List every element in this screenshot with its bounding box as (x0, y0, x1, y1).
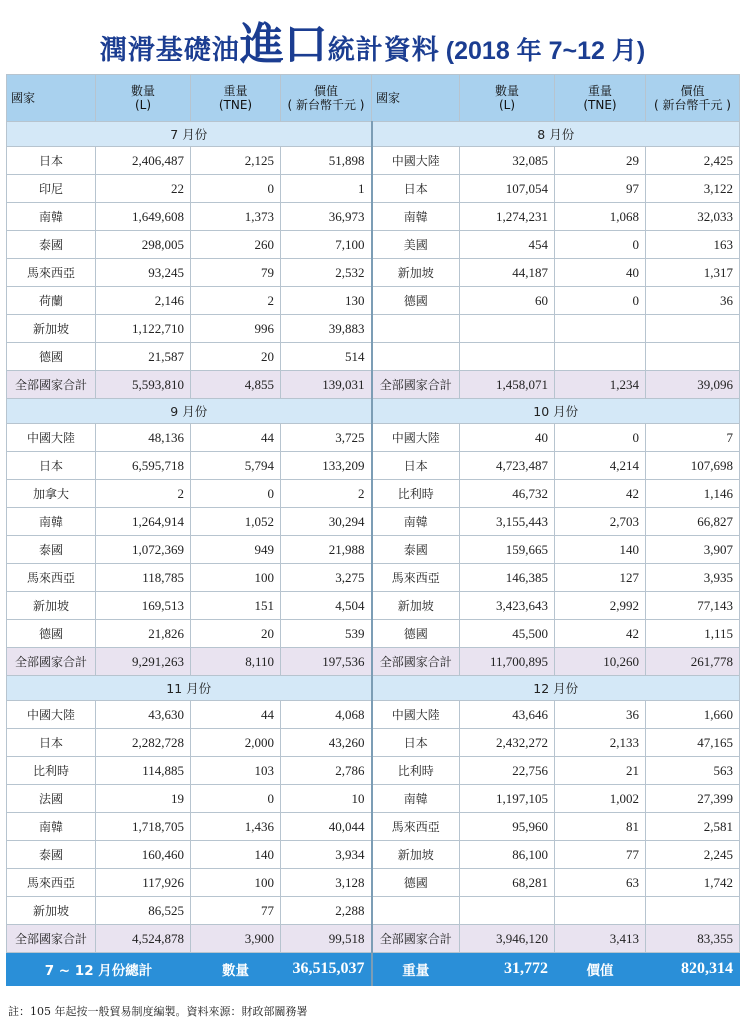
header-weight: 重量 (TNE) (191, 75, 281, 122)
total-value: 197,536 (281, 648, 372, 676)
cell-weight: 44 (191, 424, 281, 452)
cell-weight: 44 (191, 701, 281, 729)
cell-country: 德國 (372, 620, 460, 648)
page-title (0, 8, 745, 72)
cell-qty: 22 (96, 175, 191, 203)
table-row (7, 343, 740, 371)
cell-country: 日本 (372, 175, 460, 203)
cell-value: 32,033 (646, 203, 740, 231)
table-row (7, 315, 740, 343)
cell-qty: 43,630 (96, 701, 191, 729)
cell-country: 南韓 (372, 203, 460, 231)
cell-weight: 2 (191, 287, 281, 315)
cell-country: 比利時 (372, 757, 460, 785)
table-body (7, 122, 740, 953)
cell-weight: 2,125 (191, 147, 281, 175)
cell-value: 2,425 (646, 147, 740, 175)
cell-qty: 117,926 (96, 869, 191, 897)
table-row (7, 869, 740, 897)
table-row (7, 841, 740, 869)
cell-country: 新加坡 (7, 315, 96, 343)
cell-weight: 40 (555, 259, 646, 287)
cell-qty: 86,525 (96, 897, 191, 925)
cell-qty: 1,197,105 (460, 785, 555, 813)
cell-value: 27,399 (646, 785, 740, 813)
cell-value: 1,317 (646, 259, 740, 287)
cell-qty: 43,646 (460, 701, 555, 729)
cell-value: 107,698 (646, 452, 740, 480)
cell-country: 日本 (372, 729, 460, 757)
month-header-row (7, 676, 740, 701)
cell-qty: 60 (460, 287, 555, 315)
table-row (7, 897, 740, 925)
header-value: 價值 ( 新台幣千元 ) (646, 75, 740, 122)
total-qty: 9,291,263 (96, 648, 191, 676)
cell-value: 3,128 (281, 869, 372, 897)
table-row (7, 508, 740, 536)
cell-qty: 3,423,643 (460, 592, 555, 620)
cell-country: 馬來西亞 (7, 869, 96, 897)
cell-weight: 77 (555, 841, 646, 869)
cell-weight: 996 (191, 315, 281, 343)
cell-weight: 2,992 (555, 592, 646, 620)
table-row (7, 620, 740, 648)
header-country: 國家 (7, 75, 96, 122)
cell-value: 39,883 (281, 315, 372, 343)
table-row (7, 564, 740, 592)
cell-value: 47,165 (646, 729, 740, 757)
cell-value: 514 (281, 343, 372, 371)
cell-qty: 44,187 (460, 259, 555, 287)
cell-country: 新加坡 (372, 259, 460, 287)
cell-qty: 45,500 (460, 620, 555, 648)
month-label: 10 月份 (372, 399, 740, 424)
cell-weight: 140 (555, 536, 646, 564)
cell-weight: 1,002 (555, 785, 646, 813)
cell-weight: 0 (191, 480, 281, 508)
cell-weight: 29 (555, 147, 646, 175)
cell-country: 新加坡 (7, 592, 96, 620)
cell-country: 德國 (7, 343, 96, 371)
cell-qty: 40 (460, 424, 555, 452)
table-row (7, 231, 740, 259)
month-label: 7 月份 (7, 122, 372, 147)
total-weight: 3,900 (191, 925, 281, 953)
cell-weight: 100 (191, 869, 281, 897)
grand-total-value-value: 820,314 (646, 953, 740, 986)
cell-weight (555, 897, 646, 925)
month-label: 11 月份 (7, 676, 372, 701)
cell-value: 66,827 (646, 508, 740, 536)
cell-qty: 160,460 (96, 841, 191, 869)
total-weight: 1,234 (555, 371, 646, 399)
cell-value: 2,581 (646, 813, 740, 841)
cell-value: 30,294 (281, 508, 372, 536)
cell-value: 7 (646, 424, 740, 452)
table-row (7, 203, 740, 231)
cell-value: 3,934 (281, 841, 372, 869)
table-row (7, 701, 740, 729)
cell-qty: 19 (96, 785, 191, 813)
cell-value: 51,898 (281, 147, 372, 175)
cell-value: 1,146 (646, 480, 740, 508)
cell-value: 21,988 (281, 536, 372, 564)
cell-country: 馬來西亞 (372, 813, 460, 841)
cell-qty: 1,649,608 (96, 203, 191, 231)
cell-country: 中國大陸 (7, 701, 96, 729)
cell-country: 南韓 (372, 508, 460, 536)
total-country: 全部國家合計 (372, 925, 460, 953)
month-label: 8 月份 (372, 122, 740, 147)
cell-value (646, 897, 740, 925)
cell-qty: 3,155,443 (460, 508, 555, 536)
grand-total-qty-value: 36,515,037 (281, 953, 372, 986)
title-date-range: (2018 年 7~12 月) (445, 37, 646, 65)
cell-value: 36 (646, 287, 740, 315)
total-row (7, 648, 740, 676)
cell-weight: 151 (191, 592, 281, 620)
total-qty: 3,946,120 (460, 925, 555, 953)
total-row (7, 925, 740, 953)
cell-country: 泰國 (7, 231, 96, 259)
cell-qty: 1,274,231 (460, 203, 555, 231)
cell-weight: 1,436 (191, 813, 281, 841)
cell-value: 3,725 (281, 424, 372, 452)
cell-country: 泰國 (372, 536, 460, 564)
cell-weight: 36 (555, 701, 646, 729)
header-country: 國家 (372, 75, 460, 122)
cell-value: 7,100 (281, 231, 372, 259)
cell-weight: 2,703 (555, 508, 646, 536)
cell-value: 2 (281, 480, 372, 508)
month-header-row (7, 122, 740, 147)
grand-total-weight-label: 重量 (372, 953, 460, 986)
grand-total-label: 7 ~ 12 月份總計 (7, 953, 191, 986)
cell-weight: 2,000 (191, 729, 281, 757)
cell-qty: 2,406,487 (96, 147, 191, 175)
cell-weight: 63 (555, 869, 646, 897)
total-qty: 5,593,810 (96, 371, 191, 399)
cell-value: 133,209 (281, 452, 372, 480)
cell-qty: 2,432,272 (460, 729, 555, 757)
cell-country: 泰國 (7, 841, 96, 869)
cell-weight: 77 (191, 897, 281, 925)
cell-value (646, 315, 740, 343)
cell-qty: 1,072,369 (96, 536, 191, 564)
cell-qty: 48,136 (96, 424, 191, 452)
cell-weight: 2,133 (555, 729, 646, 757)
grand-total-qty-label: 數量 (191, 953, 281, 986)
cell-qty: 2 (96, 480, 191, 508)
cell-qty: 169,513 (96, 592, 191, 620)
cell-country: 德國 (7, 620, 96, 648)
total-value: 139,031 (281, 371, 372, 399)
cell-weight: 42 (555, 620, 646, 648)
cell-weight: 103 (191, 757, 281, 785)
cell-qty: 298,005 (96, 231, 191, 259)
cell-weight: 127 (555, 564, 646, 592)
cell-qty: 1,718,705 (96, 813, 191, 841)
cell-weight: 949 (191, 536, 281, 564)
table-row (7, 757, 740, 785)
cell-qty: 68,281 (460, 869, 555, 897)
table-row (7, 813, 740, 841)
cell-country: 南韓 (7, 203, 96, 231)
cell-qty: 86,100 (460, 841, 555, 869)
cell-qty: 159,665 (460, 536, 555, 564)
cell-weight: 0 (555, 424, 646, 452)
cell-country (372, 315, 460, 343)
cell-weight: 21 (555, 757, 646, 785)
cell-weight (555, 315, 646, 343)
cell-value: 3,122 (646, 175, 740, 203)
cell-qty: 46,732 (460, 480, 555, 508)
header-weight: 重量 (TNE) (555, 75, 646, 122)
cell-weight: 100 (191, 564, 281, 592)
cell-country (372, 897, 460, 925)
cell-country: 比利時 (7, 757, 96, 785)
total-country: 全部國家合計 (372, 371, 460, 399)
cell-value: 1,115 (646, 620, 740, 648)
cell-country: 馬來西亞 (372, 564, 460, 592)
cell-qty: 114,885 (96, 757, 191, 785)
cell-weight: 260 (191, 231, 281, 259)
cell-country: 新加坡 (372, 841, 460, 869)
cell-value: 43,260 (281, 729, 372, 757)
cell-qty: 22,756 (460, 757, 555, 785)
cell-qty: 21,587 (96, 343, 191, 371)
cell-country: 南韓 (7, 813, 96, 841)
footnote: 註：105 年起按一般貿易制度編製。資料來源：財政部關務署 (8, 1005, 308, 1018)
cell-weight: 4,214 (555, 452, 646, 480)
table-row (7, 592, 740, 620)
cell-country: 印尼 (7, 175, 96, 203)
total-weight: 8,110 (191, 648, 281, 676)
cell-qty: 146,385 (460, 564, 555, 592)
cell-value: 563 (646, 757, 740, 785)
total-value: 83,355 (646, 925, 740, 953)
cell-value: 10 (281, 785, 372, 813)
cell-country: 中國大陸 (372, 147, 460, 175)
cell-country: 中國大陸 (372, 424, 460, 452)
header-qty: 數量 (L) (96, 75, 191, 122)
total-weight: 10,260 (555, 648, 646, 676)
cell-qty: 21,826 (96, 620, 191, 648)
cell-value: 4,504 (281, 592, 372, 620)
cell-weight: 1,068 (555, 203, 646, 231)
cell-country: 日本 (7, 452, 96, 480)
cell-country: 德國 (372, 287, 460, 315)
cell-country (372, 343, 460, 371)
cell-country: 日本 (7, 729, 96, 757)
cell-value: 36,973 (281, 203, 372, 231)
total-value: 99,518 (281, 925, 372, 953)
cell-country: 法國 (7, 785, 96, 813)
table-row (7, 785, 740, 813)
table-row (7, 424, 740, 452)
table-row (7, 175, 740, 203)
cell-qty: 93,245 (96, 259, 191, 287)
cell-value: 77,143 (646, 592, 740, 620)
header-qty: 數量 (L) (460, 75, 555, 122)
header-value: 價值 ( 新台幣千元 ) (281, 75, 372, 122)
cell-value: 2,532 (281, 259, 372, 287)
cell-qty: 2,146 (96, 287, 191, 315)
table-row (7, 287, 740, 315)
cell-value (646, 343, 740, 371)
cell-country: 南韓 (372, 785, 460, 813)
cell-qty: 4,723,487 (460, 452, 555, 480)
header-row (7, 75, 740, 122)
cell-weight: 79 (191, 259, 281, 287)
cell-country: 新加坡 (7, 897, 96, 925)
cell-value: 2,245 (646, 841, 740, 869)
total-weight: 4,855 (191, 371, 281, 399)
cell-value: 1,742 (646, 869, 740, 897)
cell-country: 中國大陸 (7, 424, 96, 452)
cell-weight: 97 (555, 175, 646, 203)
cell-weight: 5,794 (191, 452, 281, 480)
total-country: 全部國家合計 (7, 648, 96, 676)
title-part-1: 潤滑基礎油 (99, 35, 240, 66)
cell-qty: 454 (460, 231, 555, 259)
total-qty: 1,458,071 (460, 371, 555, 399)
total-weight: 3,413 (555, 925, 646, 953)
table-row (7, 729, 740, 757)
cell-country: 南韓 (7, 508, 96, 536)
cell-country: 加拿大 (7, 480, 96, 508)
cell-country: 日本 (7, 147, 96, 175)
cell-value: 163 (646, 231, 740, 259)
cell-weight: 1,052 (191, 508, 281, 536)
cell-country: 新加坡 (372, 592, 460, 620)
cell-value: 2,786 (281, 757, 372, 785)
cell-weight: 0 (191, 175, 281, 203)
table-row (7, 480, 740, 508)
cell-value: 1,660 (646, 701, 740, 729)
cell-value: 1 (281, 175, 372, 203)
cell-qty: 107,054 (460, 175, 555, 203)
cell-weight (555, 343, 646, 371)
cell-qty (460, 315, 555, 343)
month-label: 12 月份 (372, 676, 740, 701)
cell-weight: 81 (555, 813, 646, 841)
cell-qty (460, 897, 555, 925)
cell-qty: 1,264,914 (96, 508, 191, 536)
cell-country: 中國大陸 (372, 701, 460, 729)
cell-qty: 118,785 (96, 564, 191, 592)
cell-weight: 20 (191, 620, 281, 648)
cell-country: 馬來西亞 (7, 564, 96, 592)
cell-country: 泰國 (7, 536, 96, 564)
cell-value: 130 (281, 287, 372, 315)
cell-country: 德國 (372, 869, 460, 897)
total-qty: 11,700,895 (460, 648, 555, 676)
cell-value: 3,907 (646, 536, 740, 564)
total-value: 39,096 (646, 371, 740, 399)
cell-weight: 0 (191, 785, 281, 813)
cell-value: 2,288 (281, 897, 372, 925)
month-header-row (7, 399, 740, 424)
cell-qty: 32,085 (460, 147, 555, 175)
table-row (7, 536, 740, 564)
cell-weight: 42 (555, 480, 646, 508)
table-row (7, 147, 740, 175)
cell-country: 日本 (372, 452, 460, 480)
cell-weight: 20 (191, 343, 281, 371)
cell-qty (460, 343, 555, 371)
cell-qty: 6,595,718 (96, 452, 191, 480)
cell-value: 539 (281, 620, 372, 648)
cell-weight: 0 (555, 231, 646, 259)
total-country: 全部國家合計 (372, 648, 460, 676)
grand-total-row (7, 953, 740, 986)
total-qty: 4,524,878 (96, 925, 191, 953)
cell-weight: 0 (555, 287, 646, 315)
total-country: 全部國家合計 (7, 371, 96, 399)
cell-weight: 140 (191, 841, 281, 869)
total-value: 261,778 (646, 648, 740, 676)
cell-qty: 1,122,710 (96, 315, 191, 343)
cell-weight: 1,373 (191, 203, 281, 231)
cell-value: 3,275 (281, 564, 372, 592)
cell-value: 4,068 (281, 701, 372, 729)
cell-qty: 2,282,728 (96, 729, 191, 757)
total-row (7, 371, 740, 399)
grand-total-value-label: 價值 (555, 953, 646, 986)
cell-value: 3,935 (646, 564, 740, 592)
month-label: 9 月份 (7, 399, 372, 424)
title-part-3: 統計資料 (327, 35, 440, 66)
total-country: 全部國家合計 (7, 925, 96, 953)
table-row (7, 452, 740, 480)
cell-value: 40,044 (281, 813, 372, 841)
table-row (7, 259, 740, 287)
title-part-2: 進口 (239, 19, 328, 70)
import-statistics-table (6, 74, 740, 986)
cell-country: 比利時 (372, 480, 460, 508)
cell-country: 馬來西亞 (7, 259, 96, 287)
grand-total-weight-value: 31,772 (460, 953, 555, 986)
cell-country: 荷蘭 (7, 287, 96, 315)
cell-qty: 95,960 (460, 813, 555, 841)
cell-country: 美國 (372, 231, 460, 259)
